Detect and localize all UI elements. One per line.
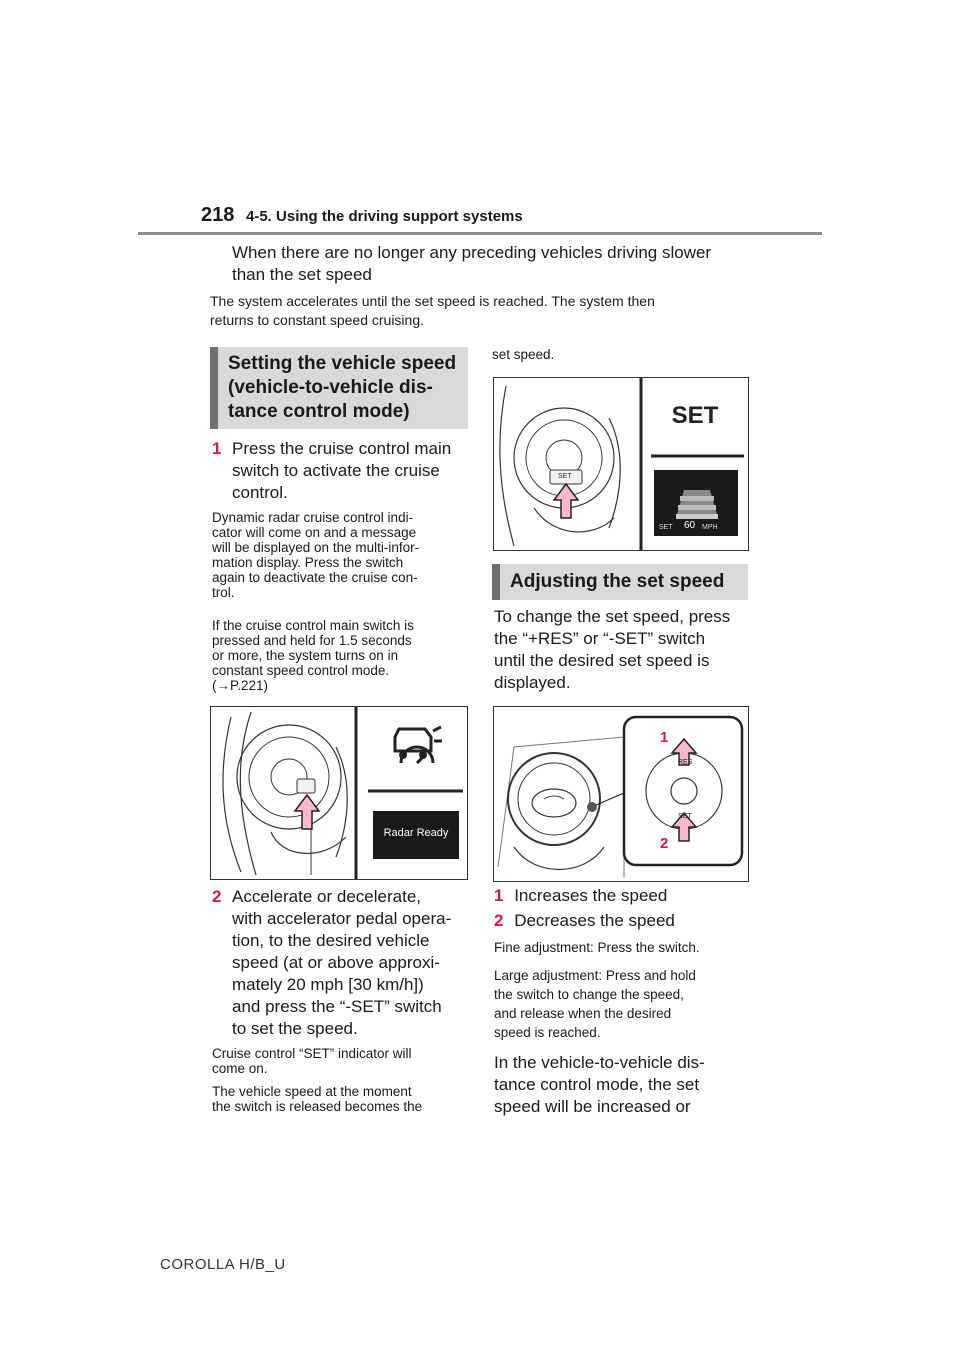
paragraph-line: To change the set speed, press [494, 607, 731, 626]
note-line: come on. [212, 1061, 268, 1076]
item-number: 2 [494, 911, 504, 930]
note-line: If the cruise control main switch is [212, 618, 414, 633]
step-line: tion, to the desired vehicle [232, 931, 430, 950]
item-text: Increases the speed [514, 886, 668, 905]
res-set-illustration [494, 707, 748, 881]
intro-bullet-line: When there are no longer any preceding vehicles driving slower [232, 243, 712, 262]
intro-bullet-line: than the set speed [232, 265, 372, 284]
step-line: Press the cruise control main [232, 439, 452, 458]
section-heading-adjust-speed: Adjusting the set speed [492, 564, 748, 600]
step-line: speed (at or above approxi- [232, 953, 440, 972]
step-line: switch to activate the cruise [232, 461, 440, 480]
note-constant-speed [212, 618, 472, 693]
step-line: with accelerator pedal opera- [232, 909, 452, 928]
note-line: mation display. Press the switch [212, 555, 404, 570]
step-line: mately 20 mph [30 km/h]) [232, 975, 424, 994]
step-number: 2 [212, 887, 222, 906]
figure-res-set-switch [493, 706, 749, 882]
callout-2: 2 [660, 835, 669, 852]
paragraph-line: displayed. [494, 673, 571, 692]
switch-set-label: SET [558, 473, 572, 480]
note-line: Cruise control “SET” indicator will [212, 1046, 412, 1061]
display-message: Radar Ready [383, 827, 449, 839]
note-line: constant speed control mode. [212, 663, 390, 678]
note-line: again to deactivate the cruise con- [212, 570, 418, 585]
display-set-label: SET [659, 524, 673, 531]
step-line: control. [232, 483, 288, 502]
page-reference-link[interactable]: (→P.221) [212, 678, 269, 693]
continued-text: set speed. [492, 347, 555, 362]
step-2 [212, 886, 472, 1040]
res-label: RES [678, 759, 693, 766]
note-line: Large adjustment: Press and hold [494, 968, 696, 983]
footer-model: COROLLA H/B_U [160, 1256, 286, 1273]
note-line: The vehicle speed at the moment [212, 1084, 412, 1099]
intro-note-line: returns to constant speed cruising. [210, 312, 425, 328]
heading-line: Setting the vehicle speed [228, 353, 457, 374]
note-set-indicator [212, 1046, 472, 1076]
radar-cruise-icon [395, 727, 442, 763]
steering-switch-illustration [211, 707, 467, 879]
vehicle-distance-mode-text [494, 1052, 754, 1118]
section-title: 4-5. Using the driving support systems [246, 208, 523, 225]
note-line: cator will come on and a message [212, 525, 417, 540]
paragraph-line: In the vehicle-to-vehicle dis- [494, 1053, 705, 1072]
display-speed-value: 60 [684, 520, 696, 531]
item-text: Decreases the speed [514, 911, 675, 930]
paragraph-line: tance control mode, the set [494, 1075, 700, 1094]
note-line: the switch is released becomes the [212, 1099, 423, 1114]
step-1 [212, 438, 472, 504]
note-line: pressed and held for 1.5 seconds [212, 633, 412, 648]
step-line: Accelerate or decelerate, [232, 887, 421, 906]
page-number: 218 [201, 204, 235, 226]
intro-bullet-text [232, 242, 711, 286]
paragraph-line: speed will be increased or [494, 1097, 691, 1116]
note-line: will be displayed on the multi-infor- [212, 540, 420, 555]
note-line: or more, the system turns on in [212, 648, 399, 663]
figure-set-switch [493, 377, 749, 551]
item-decrease [494, 910, 675, 932]
step-line: to set the speed. [232, 1019, 358, 1038]
note-line: and release when the desired [494, 1006, 672, 1021]
figure-main-switch [210, 706, 468, 880]
note-line: trol. [212, 585, 235, 600]
note-line: the switch to change the speed, [494, 987, 684, 1002]
note-line: speed is reached. [494, 1025, 601, 1040]
section-heading-setting-speed [210, 347, 468, 429]
item-increase [494, 885, 667, 907]
set-indicator-label: SET [671, 402, 719, 429]
item-number: 1 [494, 886, 504, 905]
intro-note [210, 292, 655, 330]
display-speed-unit: MPH [702, 524, 718, 531]
paragraph-line: the “+RES” or “-SET” switch [494, 629, 706, 648]
note-large-adjustment [494, 966, 754, 1042]
header-divider [138, 232, 822, 235]
paragraph-line: until the desired set speed is [494, 651, 710, 670]
step-number: 1 [212, 439, 222, 458]
adjust-instructions [494, 606, 754, 694]
heading-line: (vehicle-to-vehicle dis- [228, 377, 433, 398]
step-line: and press the “-SET” switch [232, 997, 442, 1016]
note-indicator [212, 510, 472, 600]
intro-note-line: The system accelerates until the set speed is reached. The system then [210, 293, 655, 309]
callout-1: 1 [660, 729, 669, 746]
set-label: SET [678, 813, 692, 820]
note-speed-release [212, 1084, 472, 1114]
heading-line: tance control mode) [228, 401, 410, 422]
note-line: Dynamic radar cruise control indi- [212, 510, 414, 525]
note-fine-adjustment: Fine adjustment: Press the switch. [494, 940, 700, 955]
